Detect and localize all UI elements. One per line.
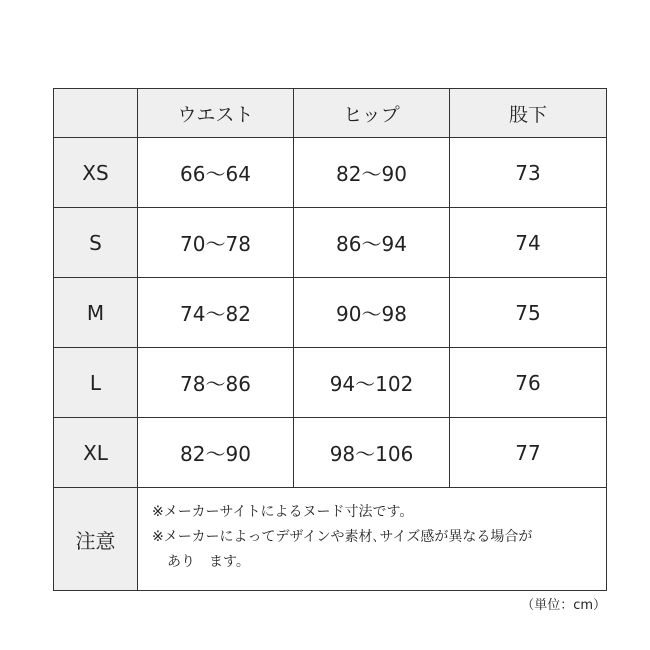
header-inseam: 股下 (450, 89, 607, 138)
notes-label: 注意 (54, 488, 138, 591)
inseam-value: 74 (450, 208, 607, 278)
size-label: L (54, 348, 138, 418)
table-row (54, 348, 607, 418)
hip-value: 94〜102 (294, 348, 450, 418)
size-label: S (54, 208, 138, 278)
table-row (54, 208, 607, 278)
waist-value: 70〜78 (138, 208, 294, 278)
note-line: ※メーカーサイトによるヌード寸法です。 (152, 504, 414, 520)
inseam-value: 76 (450, 348, 607, 418)
inseam-value: 77 (450, 418, 607, 488)
table-row (54, 138, 607, 208)
table-row (54, 418, 607, 488)
hip-value: 86〜94 (294, 208, 450, 278)
table-row (54, 278, 607, 348)
unit-note: （単位：cm） (521, 598, 606, 613)
waist-value: 78〜86 (138, 348, 294, 418)
note-line: あり ます。 (167, 554, 250, 570)
hip-value: 90〜98 (294, 278, 450, 348)
waist-value: 74〜82 (138, 278, 294, 348)
notes-row (54, 488, 607, 591)
header-row (54, 89, 607, 138)
notes-text (138, 488, 607, 591)
size-chart-table (53, 88, 607, 591)
hip-value: 82〜90 (294, 138, 450, 208)
waist-value: 66〜64 (138, 138, 294, 208)
header-corner (54, 89, 138, 138)
waist-value: 82〜90 (138, 418, 294, 488)
inseam-value: 75 (450, 278, 607, 348)
size-label: M (54, 278, 138, 348)
size-label: XS (54, 138, 138, 208)
header-waist: ウエスト (138, 89, 294, 138)
inseam-value: 73 (450, 138, 607, 208)
size-label: XL (54, 418, 138, 488)
header-hip: ヒップ (294, 89, 450, 138)
note-line: ※メーカーによってデザインや素材､サイズ感が異なる場合が (152, 529, 533, 545)
hip-value: 98〜106 (294, 418, 450, 488)
